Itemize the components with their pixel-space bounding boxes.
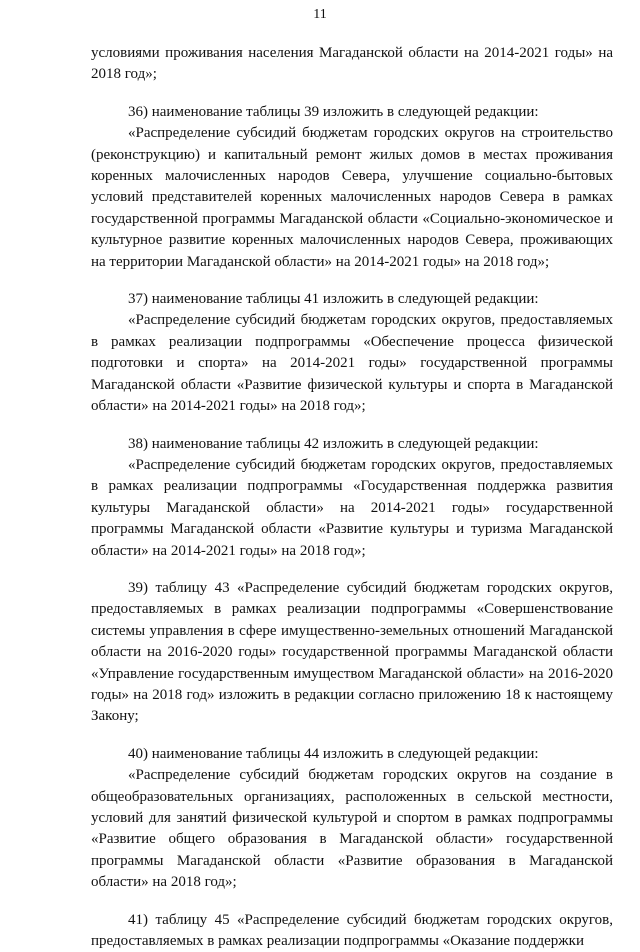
paragraph-gap <box>91 86 613 102</box>
paragraph-item-heading: 40) наименование таблицы 44 изложить в следующей редакции: <box>128 745 539 762</box>
page-number: 11 <box>313 7 327 22</box>
paragraph-gap <box>91 418 613 434</box>
paragraph-item: 41) таблицу 45 «Распределение субсидий бюджетам городских округов, предоставляемых в рамках реализации подпрограммы «Оказание поддержки <box>91 911 613 950</box>
paragraph-gap <box>91 894 613 910</box>
paragraph-quote: «Распределение субсидий бюджетам городских округов на строительство (реконструкцию) и капитальный ремонт жилых домов в местах проживания коренных малочисленных народов Севера, улучшение социально-бытовых условий представителей коренных малочисленных народов Севера в рамках государственной программы Магаданской области «Социально-экономическое и культурное развитие коренных малочисленных народов Севера, проживающих на территории Магаданской области» на 2014-2021 годы» на 2018 год»; <box>91 125 613 270</box>
paragraph: условиями проживания населения Магаданской области на 2014-2021 годы» на 2018 год»; <box>91 45 613 83</box>
paragraph-item-heading: 38) наименование таблицы 42 изложить в следующей редакции: <box>128 435 539 452</box>
paragraph-quote: «Распределение субсидий бюджетам городских округов, предоставляемых в рамках реализации подпрограммы «Обеспечение процесса физической подготовки и спорта» на 2014-2021 годы» государственной программы Магаданской области «Развитие физической культуры и спорта в Магаданской области» на 2014-2021 годы» на 2018 год»; <box>91 312 613 415</box>
document-body <box>91 43 613 952</box>
paragraph-quote: «Распределение субсидий бюджетам городских округов на создание в общеобразовательных организациях, расположенных в сельской местности, условий для занятий физической культурой и спортом в рамках подпрограммы «Развитие общего образования в Магаданской области» государственной программы Магаданской области «Развитие образования в Магаданской области» на 2018 год»; <box>91 767 613 891</box>
paragraph-item: 39) таблицу 43 «Распределение субсидий бюджетам городских округов, предоставляемых в рамках реализации подпрограммы «Совершенствование системы управления в сфере имущественно-земельных отношений Магаданской области на 2016-2020 годы» государственной программы Магаданской области «Управление государственным имуществом Магаданской области» на 2016-2020 годы» на 2018 год» изложить в редакции согласно приложению 18 к настоящему Закону; <box>91 579 613 725</box>
paragraph-item-heading: 37) наименование таблицы 41 изложить в следующей редакции: <box>128 291 539 308</box>
paragraph-quote: «Распределение субсидий бюджетам городских округов, предоставляемых в рамках реализации подпрограммы «Государственная поддержка развития культуры Магаданской области» на 2014-2021 годы» государственной программы Магаданской области «Развитие культуры и туризма Магаданской области» на 2014-2021 годы» на 2018 год»; <box>91 456 613 559</box>
paragraph-item-heading: 36) наименование таблицы 39 изложить в следующей редакции: <box>128 103 539 120</box>
paragraph-gap <box>91 273 613 289</box>
paragraph-gap <box>91 728 613 744</box>
paragraph-gap <box>91 562 613 578</box>
